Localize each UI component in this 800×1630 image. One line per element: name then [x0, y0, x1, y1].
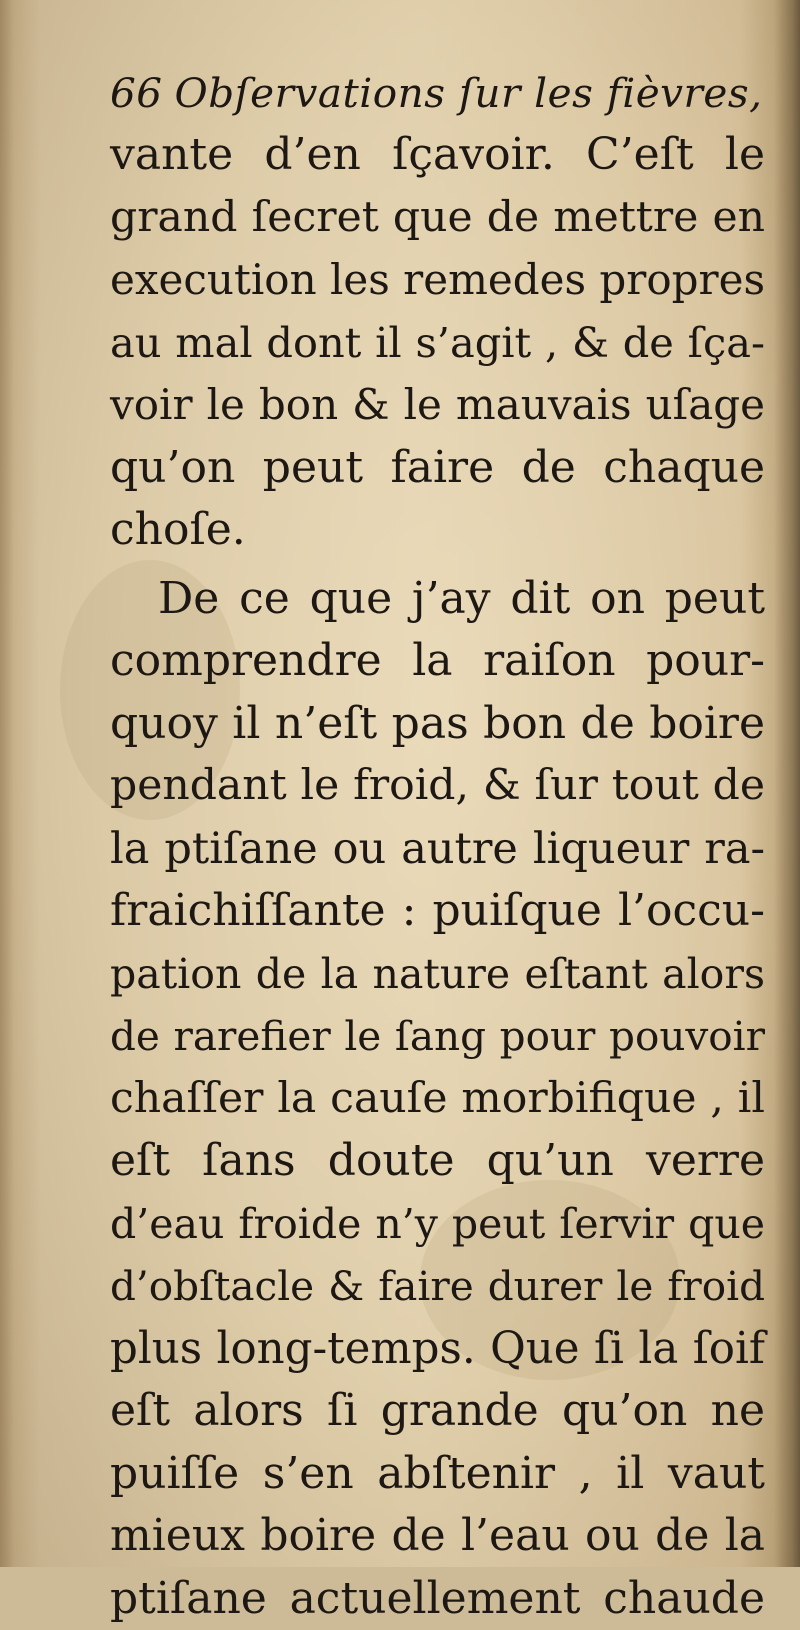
page-shadow-left: [0, 0, 14, 1567]
page-shadow-right: [774, 0, 800, 1567]
text-line: execution les remedes propres: [110, 249, 765, 312]
text-line: d’obſtacle & faire durer le froid: [110, 1255, 765, 1318]
text-line: comprendre la raiſon pour-: [110, 630, 765, 693]
paragraph: [110, 124, 765, 562]
paragraph: [110, 568, 765, 1630]
text-line: puiſſe s’en abſtenir , il vaut: [110, 1443, 765, 1506]
text-line: ptiſane actuellement chaude: [110, 1568, 765, 1630]
text-line: choſe.: [110, 499, 765, 562]
text-line: la ptiſane ou autre liqueur ra-: [110, 818, 765, 881]
text-line: De ce que j’ay dit on peut: [110, 568, 765, 631]
text-line: plus long-temps. Que ſi la ſoif: [110, 1318, 765, 1381]
text-line: vante d’en ſçavoir. C’eſt le: [110, 124, 765, 187]
page-text: [110, 62, 765, 1630]
page-number: 66: [110, 69, 163, 117]
text-line: eſt alors ſi grande qu’on ne: [110, 1380, 765, 1443]
text-line: eſt ſans doute qu’un verre: [110, 1130, 765, 1193]
running-title: Obſervations ſur les fièvres,: [175, 69, 763, 117]
text-line: quoy il n’eſt pas bon de boire: [110, 693, 765, 756]
text-line: grand ſecret que de mettre en: [110, 187, 765, 250]
text-line: pation de la nature eſtant alors: [110, 943, 765, 1006]
text-line: fraichiſſante : puiſque l’occu-: [110, 880, 765, 943]
text-line: voir le bon & le mauvais uſage: [110, 374, 765, 437]
text-line: mieux boire de l’eau ou de la: [110, 1505, 765, 1568]
text-line: pendant le froid, & ſur tout de: [110, 755, 765, 818]
running-head: [110, 62, 765, 124]
text-line: chaſſer la cauſe morbifique , il: [110, 1068, 765, 1131]
text-line: qu’on peut faire de chaque: [110, 437, 765, 500]
text-line: au mal dont il s’agit , & de ſça-: [110, 312, 765, 375]
text-line: de rarefier le ſang pour pouvoir: [110, 1005, 765, 1068]
text-line: d’eau froide n’y peut ſervir que: [110, 1193, 765, 1256]
